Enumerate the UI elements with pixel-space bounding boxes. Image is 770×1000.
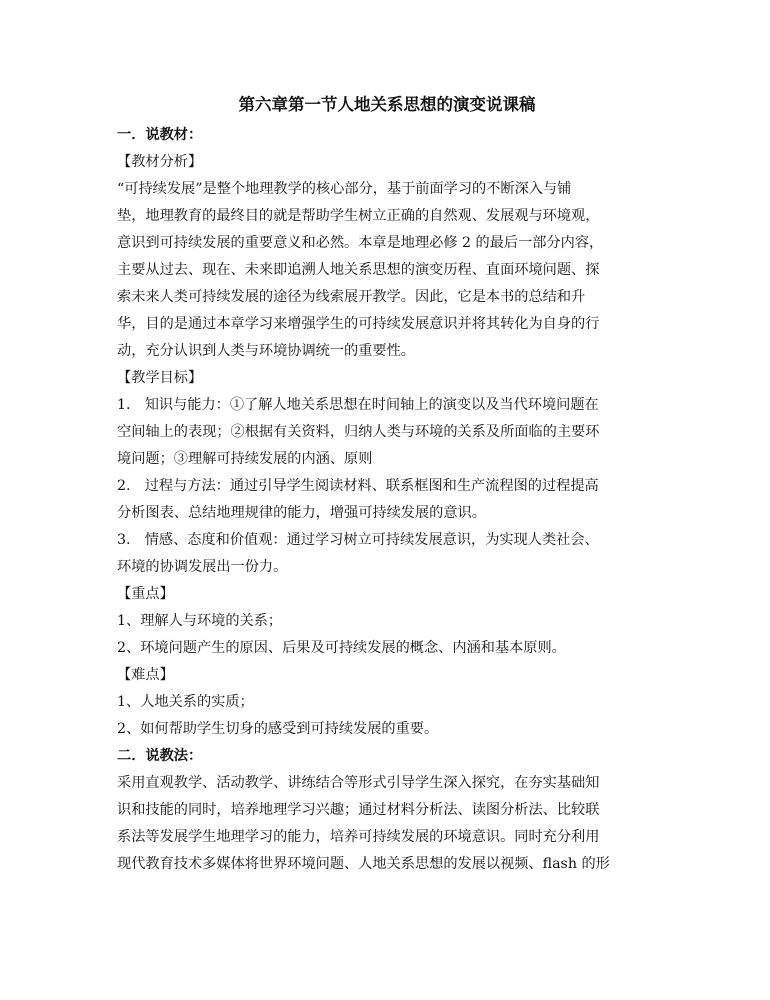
paragraph-line: 主要从过去、现在、未来即追溯人地关系思想的演变历程、直面环境问题、探 [117, 262, 600, 278]
paragraph-line: 1、人地关系的实质； [117, 694, 254, 710]
paragraph-line: 分析图表、总结地理规律的能力，增强可持续发展的意识。 [117, 505, 486, 521]
paragraph-line: 现代教育技术多媒体将世界环境问题、人地关系思想的发展以视频、flash 的形 [117, 856, 610, 872]
subsection-heading: 【难点】 [117, 667, 174, 683]
paragraph-line: 垫，地理教育的最终目的就是帮助学生树立正确的自然观、发展观与环境观， [117, 208, 600, 224]
paragraph-line: 2、如何帮助学生切身的感受到可持续发展的重要。 [117, 721, 439, 737]
paragraph-line: 2、环境问题产生的原因、后果及可持续发展的概念、内涵和基本原则。 [117, 640, 566, 656]
subsection-heading: 【重点】 [117, 586, 174, 602]
paragraph-line: 索未来人类可持续发展的途径为线索展开教学。因此，它是本书的总结和升 [117, 289, 586, 305]
section-heading: 一．说教材： [117, 127, 203, 143]
paragraph-line: 华，目的是通过本章学习来增强学生的可持续发展意识并将其转化为自身的行 [117, 316, 600, 332]
paragraph-line: “可持续发展”是整个地理教学的核心部分，基于前面学习的不断深入与铺 [117, 181, 572, 197]
document-body [117, 122, 657, 878]
paragraph-line: 3. 情感、态度和价值观：通过学习树立可持续发展意识，为实现人类社会、 [117, 532, 599, 548]
paragraph-line: 1. 知识与能力：①了解人地关系思想在时间轴上的演变以及当代环境问题在 [117, 397, 599, 413]
document-title: 第六章第一节人地关系思想的演变说课稿 [238, 95, 536, 114]
document-page [117, 92, 657, 878]
subsection-heading: 【教材分析】 [117, 154, 203, 170]
paragraph-line: 境问题；③理解可持续发展的内涵、原则 [117, 451, 373, 467]
paragraph-line: 采用直观教学、活动教学、讲练结合等形式引导学生深入探究，在夯实基础知 [117, 775, 600, 791]
subsection-heading: 【教学目标】 [117, 370, 203, 386]
section-heading: 二．说教法： [117, 748, 203, 764]
paragraph-line: 意识到可持续发展的重要意义和必然。本章是地理必修 2 的最后一部分内容， [117, 235, 604, 251]
paragraph-line: 1、理解人与环境的关系； [117, 613, 283, 629]
paragraph-line: 识和技能的同时，培养地理学习兴趣；通过材料分析法、读图分析法、比较联 [117, 802, 600, 818]
paragraph-line: 空间轴上的表现；②根据有关资料，归纳人类与环境的关系及所面临的主要环 [117, 424, 600, 440]
paragraph-line: 环境的协调发展出一份力。 [117, 559, 288, 575]
paragraph-line: 2. 过程与方法：通过引导学生阅读材料、联系框图和生产流程图的过程提高 [117, 478, 599, 494]
paragraph-line: 动，充分认识到人类与环境协调统一的重要性。 [117, 343, 415, 359]
paragraph-line: 系法等发展学生地理学习的能力，培养可持续发展的环境意识。同时充分利用 [117, 829, 600, 845]
